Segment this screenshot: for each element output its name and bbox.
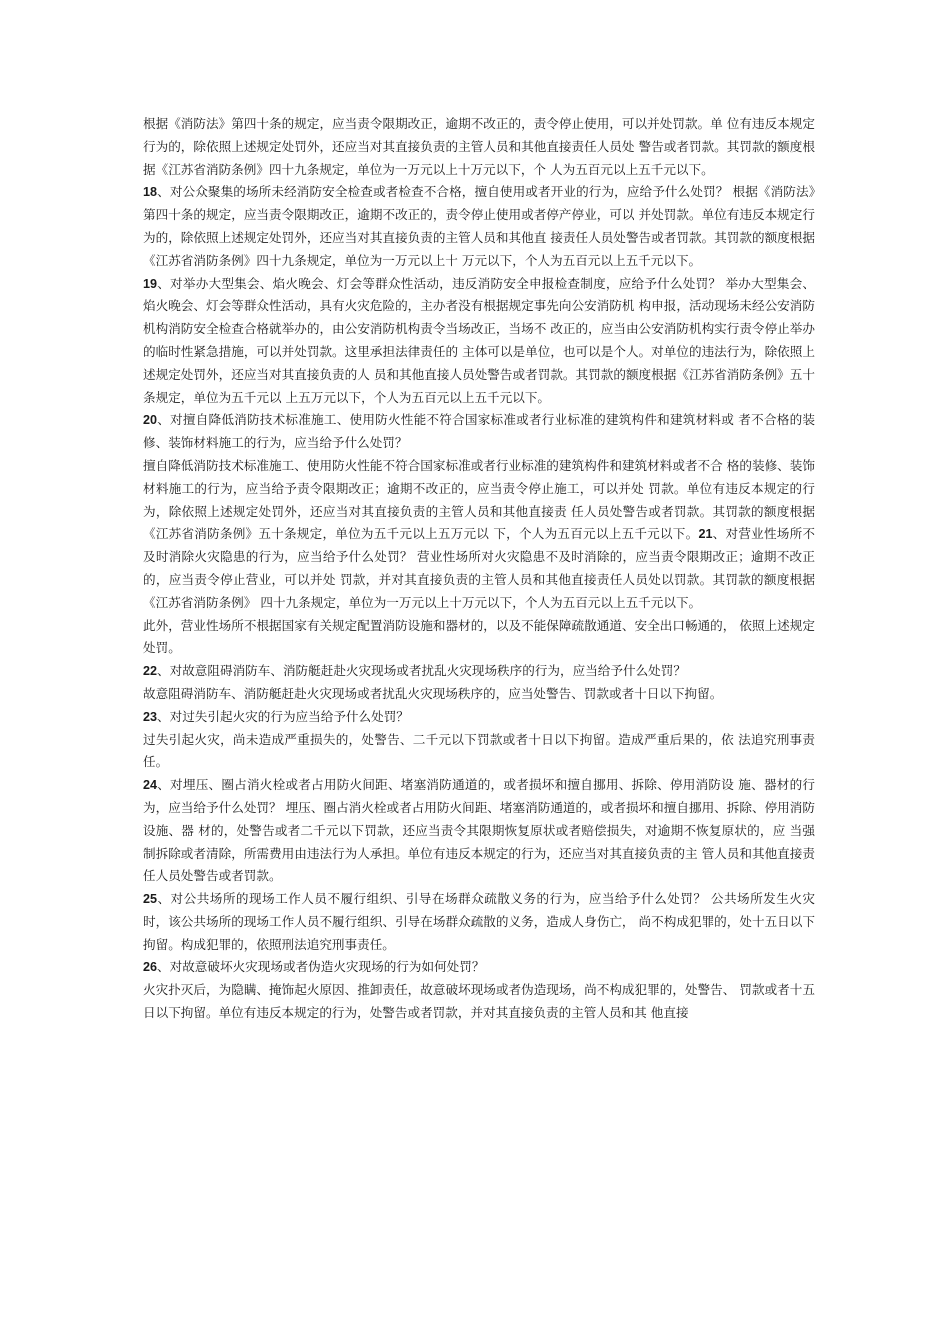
paragraph-text: 火灾扑灭后，为隐瞒、掩饰起火原因、推卸责任，故意破坏现场或者伪造现场，尚不构成犯罪的，处警告、 罚款或者十五日以下拘留。单位有违反本规定的行为，处警告或者罚款，并对其直接负责的主管人员和其 他直接 [143,982,815,1021]
paragraph-text: 此外，营业性场所不根据国家有关规定配置消防设施和器材的，以及不能保障疏散通道、安全出口畅通的， 依照上述规定处罚。 [143,617,815,656]
item-number: 19 [143,276,158,291]
paragraph-text: 、对擅自降低消防技术标准施工、使用防火性能不符合国家标准或者行业标准的建筑构件和建筑材料或 者不合格的装修、装饰材料施工的行为，应当给予什么处罚？ [143,412,815,451]
paragraph-21-extra [143,615,815,661]
item-number: 20 [143,413,158,428]
paragraph-23-question [143,706,815,729]
paragraph-intro [143,113,815,181]
item-number: 24 [143,778,158,793]
paragraph-20-question [143,409,815,455]
paragraph-22-question [143,660,815,683]
paragraph-text: 、对过失引起火灾的行为应当给予什么处罚？ [157,708,409,724]
document-body [143,113,815,1025]
item-number: 23 [143,709,158,724]
paragraph-26-question [143,956,815,979]
item-number: 22 [143,664,158,679]
item-number: 26 [143,960,158,975]
paragraph-text: 、对举办大型集会、焰火晚会、灯会等群众性活动，违反消防安全申报检查制度，应给予什么处罚？ 举办大型集会、焰火晚会、灯会等群众性活动，具有火灾危险的，主办者没有根据规定事先向公安消防机 构申报，活动现场未经公安消防机构消防安全检查合格就举办的，由公安消防机构责令当场改正，当场不 改正的，应当由公安消防机构实行责令停止举办的临时性紧急措施，可以并处罚款。这里承担法律责任的 主体可以是单位，也可以是个人。对单位的违法行为，除依照上述规定处罚外，还应当对其直接负责的人 员和其他直接人员处警告或者罚款。其罚款的额度根据《江苏省消防条例》五十条规定，单位为五千元以 上五万元以下，个人为五百元以上五千元以下。 [143,275,815,405]
paragraph-20-answer [143,455,815,615]
paragraph-22-answer [143,683,815,706]
paragraph-25 [143,888,815,956]
paragraph-text: 、对故意破坏火灾现场或者伪造火灾现场的行为如何处罚？ [157,959,485,975]
paragraph-24 [143,774,815,888]
paragraph-text: 擅自降低消防技术标准施工、使用防火性能不符合国家标准或者行业标准的建筑构件和建筑材料或者不合 格的装修、装饰材料施工的行为，应当给予责令限期改正；逾期不改正的，应当责令停止施工，可以并处 罚款。单位有违反本规定的行为，除依照上述规定处罚外，还应当对其直接负责的主管人员和其他直接责 任人员处警告或者罚款。其罚款的额度根据《江苏省消防条例》五十条规定，单位为五千元以上五万元以 下，个人为五百元以上五千元以下。 [143,457,815,542]
paragraph-18 [143,181,815,272]
item-number: 25 [143,892,158,907]
paragraph-text: 根据《消防法》第四十条的规定，应当责令限期改正，逾期不改正的，责令停止使用，可以并处罚款。单 位有违反本规定行为的，除依照上述规定处罚外，还应当对其直接负责的主管人员和其他直接责任人员处 警告或者罚款。其罚款的额度根据《江苏省消防条例》四十九条规定，单位为一万元以上十万元以下，个 人为五百元以上五千元以下。 [143,116,815,177]
paragraph-26-answer [143,979,815,1025]
item-number: 21 [698,527,713,542]
paragraph-text: 、对营业性场所不及时消除火灾隐患的行为，应当给予什么处罚？ 营业性场所对火灾隐患不及时消除的，应当责令限期改正；逾期不改正的，应当责令停止营业，可以并处 罚款，并对其直接负责的主管人员和其他直接责任人员处以罚款。其罚款的额度根据《江苏省消防条例》 四十九条规定，单位为一万元以上十万元以下，个人为五百元以上五千元以下。 [143,526,816,610]
paragraph-19 [143,273,815,410]
paragraph-text: 、对埋压、圈占消火栓或者占用防火间距、堵塞消防通道的，或者损坏和擅自挪用、拆除、停用消防设 施、器材的行为，应当给予什么处罚？ 埋压、圈占消火栓或者占用防火间距、堵塞消防通道的，或者损坏和擅自挪用、拆除、停用消防设施、器 材的，处警告或者二千元以下罚款，还应当责令其限期恢复原状或者赔偿损失，对逾期不恢复原状的，应 当强制拆除或者清除，所需费用由违法行为人承担。单位有违反本规定的行为，还应当对其直接负责的主 管人员和其他直接责任人员处警告或者罚款。 [143,777,815,884]
item-number: 18 [143,185,158,200]
paragraph-23-answer [143,729,815,775]
paragraph-text: 过失引起火灾，尚未造成严重损失的，处警告、二千元以下罚款或者十日以下拘留。造成严重后果的，依 法追究刑事责任。 [143,731,815,770]
paragraph-text: 、对公众聚集的场所未经消防安全检查或者检查不合格，擅自使用或者开业的行为，应给予什么处罚？ 根据《消防法》第四十条的规定，应当责令限期改正，逾期不改正的，责令停止使用或者停产停业，可以 并处罚款。单位有违反本规定行为的，除依照上述规定处罚外，还应当对其直接负责的主管人员和其他直 接责任人员处警告或者罚款。其罚款的额度根据《江苏省消防条例》四十九条规定，单位为一万元以上十 万元以下，个人为五百元以上五千元以下。 [143,184,815,268]
paragraph-text: 、对故意阻碍消防车、消防艇赶赴火灾现场或者扰乱火灾现场秩序的行为，应当给予什么处罚？ [157,663,686,679]
paragraph-text: 故意阻碍消防车、消防艇赶赴火灾现场或者扰乱火灾现场秩序的，应当处警告、罚款或者十日以下拘留。 [143,685,723,701]
paragraph-text: 、对公共场所的现场工作人员不履行组织、引导在场群众疏散义务的行为，应当给予什么处罚？ 公共场所发生火灾时，该公共场所的现场工作人员不履行组织、引导在场群众疏散的义务，造成人身伤亡， 尚不构成犯罪的，处十五日以下拘留。构成犯罪的，依照刑法追究刑事责任。 [143,891,815,952]
